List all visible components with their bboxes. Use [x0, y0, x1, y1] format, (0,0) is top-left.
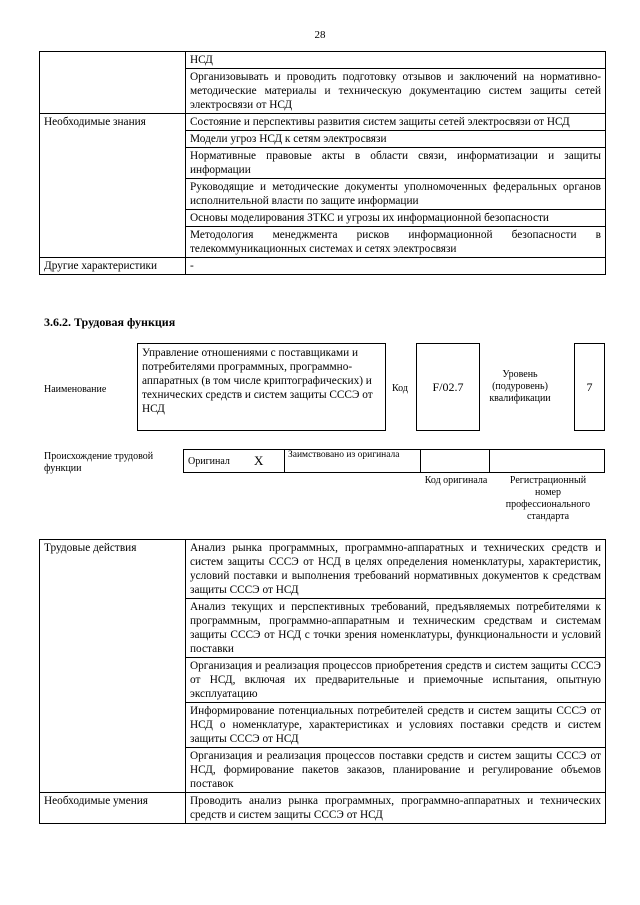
row-value: Анализ рынка программных, программно-аппаратных и технических средств и систем защиты СССЭ от НСД в целях определения номенклатуры, характеристик, условий поставки и выполнения требований нормативных документов к средствам защиты СССЭ от НСД	[186, 540, 606, 599]
original-mark: X	[254, 453, 264, 468]
row-key-knowledge: Необходимые знания	[40, 114, 186, 258]
origin-row	[183, 449, 605, 473]
origin-cell-divider	[284, 450, 285, 472]
section-heading: 3.6.2. Трудовая функция	[44, 315, 176, 329]
table-row	[40, 540, 606, 599]
row-value: Основы моделирования ЗТКС и угрозы их информационной безопасности	[186, 210, 606, 227]
row-value: Методология менеджмента рисков информационной безопасности в телекоммуникационных системах и сетях электросвязи	[186, 227, 606, 258]
labor-actions-table	[39, 539, 606, 824]
level-value: 7	[586, 380, 593, 394]
competency-table-top	[39, 51, 606, 275]
row-value: Организация и реализация процессов приобретения средств и систем защиты СССЭ от НСД, включая их предварительные и приемочные испытания, опытную эксплуатацию	[186, 658, 606, 703]
table-row	[40, 114, 606, 131]
row-value: Информирование потенциальных потребителей средств и систем защиты СССЭ от НСД о номенклатуре, характеристиках и условиях поставки средств и систем защиты СССЭ от НСД	[186, 703, 606, 748]
row-value: Модели угроз НСД к сетям электросвязи	[186, 131, 606, 148]
row-value: Проводить анализ рынка программных, программно-аппаратных и технических средств и систем защиты СССЭ от НСД	[186, 793, 606, 824]
row-key-skills: Необходимые умения	[40, 793, 186, 824]
table-row	[40, 258, 606, 275]
row-value: Нормативные правовые акты в области связи, информатизации и защиты информации	[186, 148, 606, 179]
code-original-caption: Код оригинала	[424, 475, 488, 486]
row-value: Анализ текущих и перспективных требований, предъявляемых потребителями к программным, программно-аппаратным и техническим средствам и системам защиты СССЭ от НСД с точки зрения номенклатуры, функциональности и условий поставки	[186, 599, 606, 658]
function-name-box: Управление отношениями с поставщиками и потребителями программных, программно-аппаратных (в том числе криптографических) и технических средств и систем защиты СССЭ от НСД	[137, 343, 386, 431]
origin-cell-divider	[489, 450, 490, 472]
origin-cell-divider	[420, 450, 421, 472]
row-value: Состояние и перспективы развития систем защиты сетей электросвязи от НСД	[186, 114, 606, 131]
row-value: НСД	[186, 52, 606, 69]
code-box	[416, 343, 480, 431]
code-value: F/02.7	[432, 380, 464, 394]
row-key-actions: Трудовые действия	[40, 540, 186, 793]
name-label: Наименование	[44, 384, 107, 395]
row-value: Организация и реализация процессов поставки средств и систем защиты СССЭ от НСД, формирование пакетов заказов, планирование и регулирование объемов поставок	[186, 748, 606, 793]
table-row	[40, 52, 606, 69]
original-label: Оригинал	[188, 456, 230, 467]
borrowed-label: Заимствовано из оригинала	[288, 450, 400, 460]
row-value: -	[186, 258, 606, 275]
page-number: 28	[314, 29, 326, 41]
level-box	[574, 343, 605, 431]
origin-label: Происхождение трудовой функции	[44, 451, 154, 474]
table-row	[40, 793, 606, 824]
level-label: Уровень (подуровень) квалификации	[489, 369, 551, 404]
row-value: Руководящие и методические документы уполномоченных федеральных органов исполнительной власти по защите информации	[186, 179, 606, 210]
reg-number-caption: Регистрационный номер профессионального стандарта	[505, 475, 591, 522]
row-key-other: Другие характеристики	[40, 258, 186, 275]
row-value: Организовывать и проводить подготовку отзывов и заключений на нормативно-методические материалы и техническую документацию систем защиты сетей электросвязи от НСД	[186, 69, 606, 114]
code-label: Код	[392, 383, 408, 394]
row-key	[40, 52, 186, 114]
